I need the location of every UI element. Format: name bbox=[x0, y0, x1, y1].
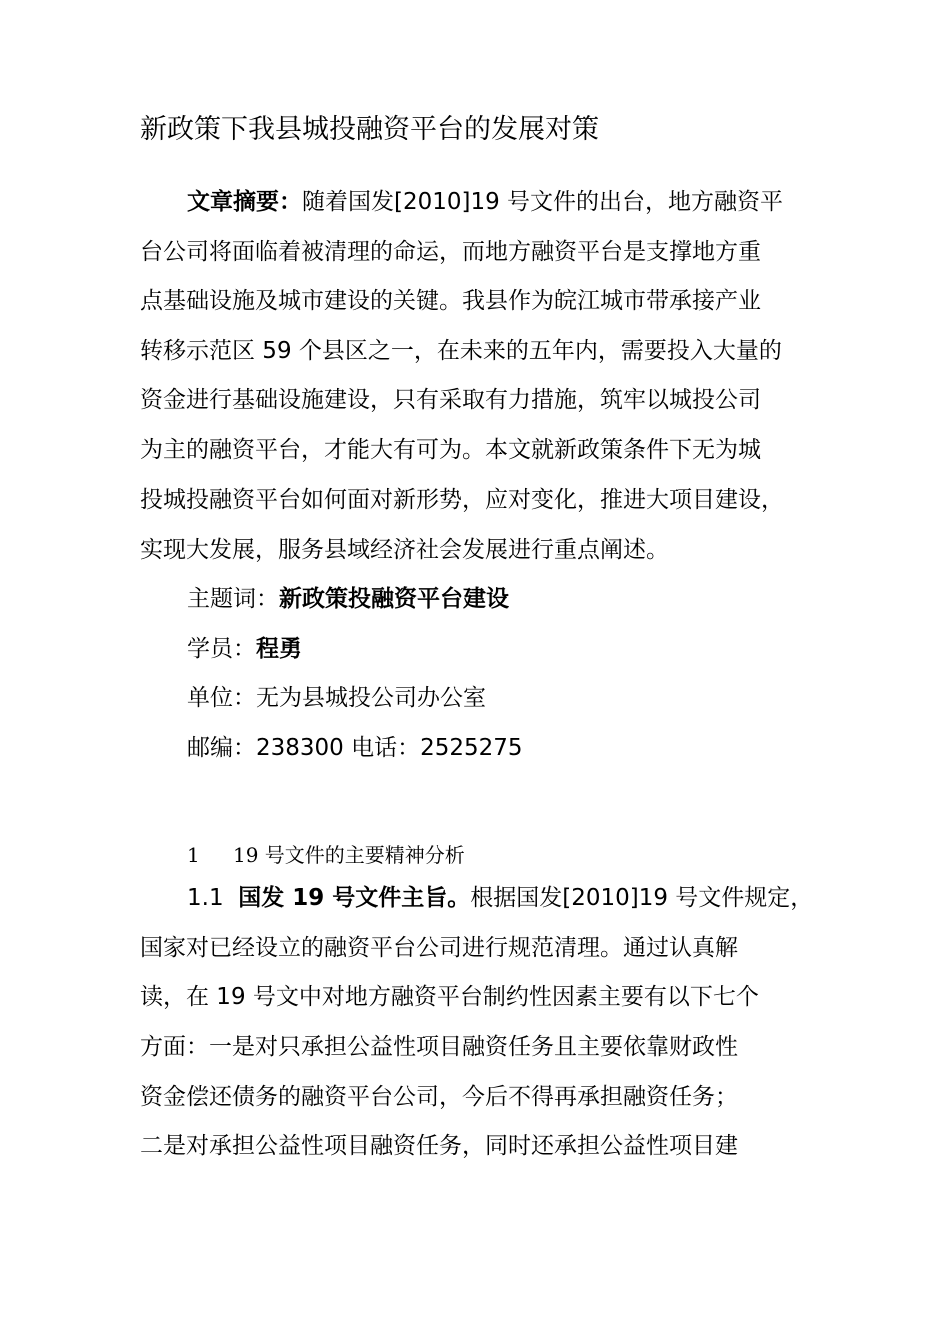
section-number: 1 bbox=[187, 843, 200, 867]
keywords-label: 主题词： bbox=[187, 586, 279, 612]
subsection-line: 资金偿还债务的融资平台公司，今后不得再承担融资任务； bbox=[140, 1084, 738, 1110]
unit-label: 单位： bbox=[187, 685, 256, 711]
section-heading bbox=[187, 840, 465, 870]
subsection-line bbox=[187, 882, 813, 914]
subsection-line: 二是对承担公益性项目融资任务，同时还承担公益性项目建 bbox=[140, 1133, 738, 1159]
document-title: 新政策下我县城投融资平台的发展对策 bbox=[140, 114, 599, 145]
subsection-number: 1.1 bbox=[187, 885, 224, 911]
contact: 邮编：238300 电话：2525275 bbox=[187, 735, 523, 761]
abstract-line: 实现大发展，服务县域经济社会发展进行重点阐述。 bbox=[140, 537, 669, 563]
student-label: 学员： bbox=[187, 636, 256, 662]
subsection-line: 国家对已经设立的融资平台公司进行规范清理。通过认真解 bbox=[140, 935, 738, 961]
abstract-line: 点基础设施及城市建设的关键。我县作为皖江城市带承接产业 bbox=[140, 288, 761, 314]
abstract-line: 转移示范区 59 个县区之一，在未来的五年内，需要投入大量的 bbox=[140, 338, 782, 364]
subsection-heading: 国发 19 号文件主旨。 bbox=[238, 885, 471, 911]
unit bbox=[187, 682, 486, 714]
abstract-line: 为主的融资平台，才能大有可为。本文就新政策条件下无为城 bbox=[140, 437, 761, 463]
unit-value: 无为县城投公司办公室 bbox=[256, 685, 486, 711]
abstract-label: 文章摘要： bbox=[187, 189, 302, 215]
student-value: 程勇 bbox=[256, 636, 302, 662]
keywords bbox=[187, 583, 509, 615]
abstract-line bbox=[187, 186, 783, 218]
subsection-line: 读，在 19 号文中对地方融资平台制约性因素主要有以下七个 bbox=[140, 984, 759, 1010]
keywords-value: 新政策投融资平台建设 bbox=[279, 586, 509, 612]
abstract-line: 资金进行基础设施建设，只有采取有力措施，筑牢以城投公司 bbox=[140, 387, 761, 413]
abstract-line: 投城投融资平台如何面对新形势，应对变化，推进大项目建设， bbox=[140, 487, 784, 513]
section-title: 19 号文件的主要精神分析 bbox=[233, 843, 465, 867]
subsection-text: 根据国发[2010]19 号文件规定， bbox=[470, 885, 814, 911]
abstract-text: 随着国发[2010]19 号文件的出台，地方融资平 bbox=[302, 189, 784, 215]
abstract-line: 台公司将面临着被清理的命运，而地方融资平台是支撑地方重 bbox=[140, 239, 761, 265]
subsection-line: 方面：一是对只承担公益性项目融资任务且主要依靠财政性 bbox=[140, 1034, 738, 1060]
student bbox=[187, 633, 302, 665]
